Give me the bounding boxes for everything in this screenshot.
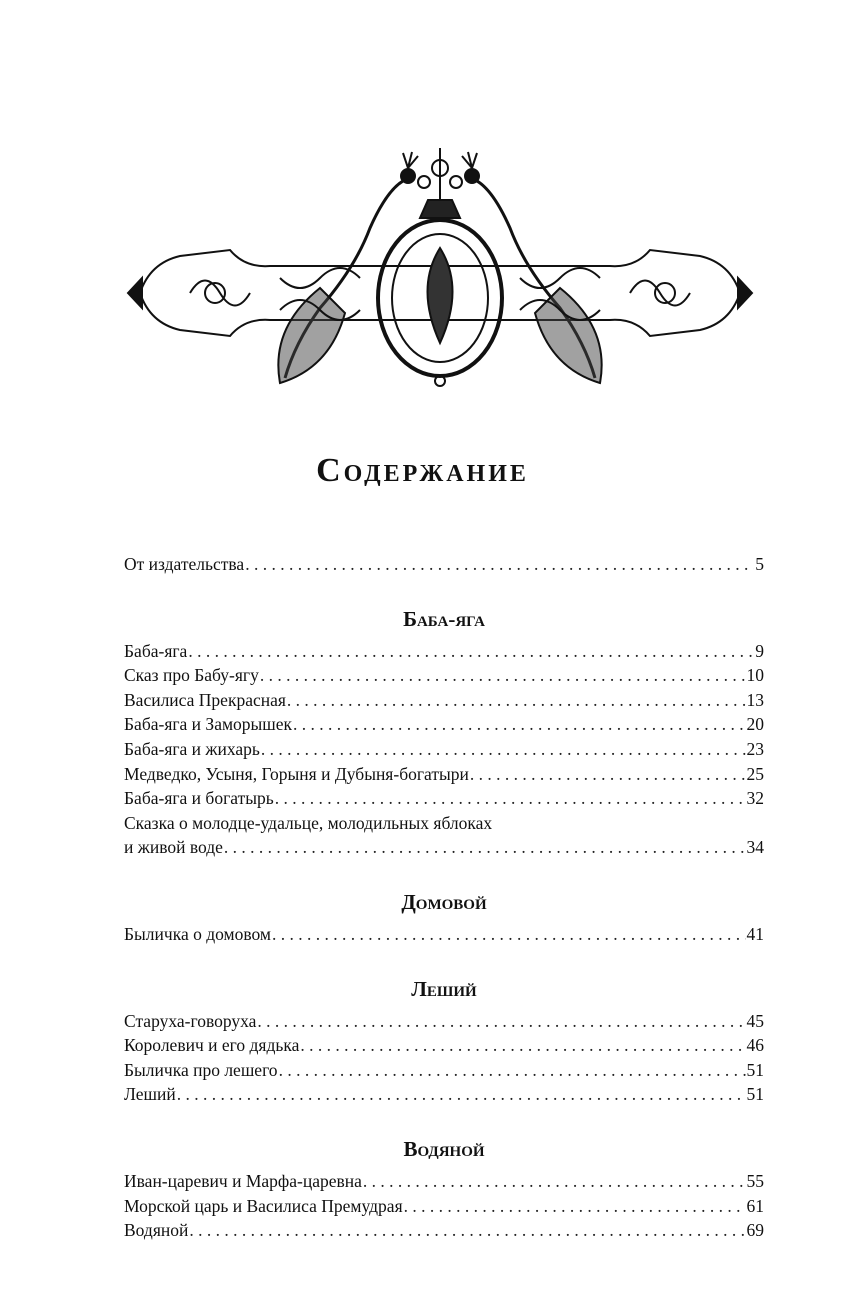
- toc-entry-label: Медведко, Усыня, Горыня и Дубыня-богатыри: [124, 763, 469, 784]
- toc-leader-dots: [245, 552, 754, 577]
- toc-entry-page: 20: [746, 714, 764, 735]
- toc-entry-label: Баба-яга и богатырь: [124, 788, 274, 809]
- toc-entry[interactable]: [124, 762, 764, 787]
- toc-entry-label: Быличка о домовом: [124, 923, 271, 944]
- toc-entry-page: 23: [746, 738, 764, 759]
- page-title: Содержание: [316, 452, 529, 489]
- toc-entry[interactable]: [124, 663, 764, 688]
- section-title: Баба-яга: [403, 606, 485, 631]
- toc-leader-dots: [293, 712, 745, 737]
- toc-entry-page: 32: [746, 788, 764, 809]
- toc-entry-page: 51: [746, 1084, 764, 1105]
- toc-entry-page: 13: [746, 689, 764, 710]
- section-title: Леший: [411, 976, 477, 1001]
- toc-entry-page: 55: [746, 1170, 764, 1191]
- toc-entry[interactable]: [124, 835, 764, 860]
- toc-entry-label: Быличка про лешего: [124, 1059, 278, 1080]
- toc-leader-dots: [272, 922, 746, 947]
- table-of-contents: [124, 552, 764, 1243]
- toc-leader-dots: [189, 1218, 745, 1243]
- toc-entry[interactable]: [124, 1009, 764, 1034]
- toc-entry-label: Леший: [124, 1084, 176, 1105]
- toc-leader-dots: [224, 835, 746, 860]
- toc-entry[interactable]: [124, 786, 764, 811]
- toc-entry-page: 61: [746, 1195, 764, 1216]
- toc-entry-label: Василиса Прекрасная: [124, 689, 286, 710]
- section-title: Домовой: [401, 889, 487, 914]
- toc-entry-label-line1[interactable]: Сказка о молодце-удальце, молодильных яблоках: [124, 812, 493, 833]
- toc-entry-page: 69: [746, 1220, 764, 1241]
- toc-leader-dots: [363, 1169, 746, 1194]
- toc-entry-page: 10: [746, 665, 764, 686]
- section-title: Водяной: [403, 1136, 485, 1161]
- toc-leader-dots: [275, 786, 746, 811]
- toc-entry-page: 41: [746, 923, 764, 944]
- toc-leader-dots: [470, 762, 746, 787]
- toc-entry-label: Баба-яга: [124, 640, 188, 661]
- toc-entry-page: 5: [755, 554, 764, 574]
- toc-entry[interactable]: [124, 688, 764, 713]
- toc-leader-dots: [261, 737, 746, 762]
- toc-leader-dots: [279, 1058, 746, 1083]
- toc-entry-page: 34: [746, 837, 764, 858]
- toc-entry-page: 25: [746, 763, 764, 784]
- toc-entry[interactable]: [124, 712, 764, 737]
- toc-entry[interactable]: [124, 1082, 764, 1107]
- toc-entry-label: Иван-царевич и Марфа-царевна: [124, 1170, 362, 1191]
- toc-entry-label: Баба-яга и Заморышек: [124, 714, 293, 735]
- peacock-ornament-icon: [120, 138, 760, 388]
- toc-leader-dots: [257, 1009, 745, 1034]
- toc-entry[interactable]: [124, 737, 764, 762]
- toc-leader-dots: [260, 663, 746, 688]
- toc-entry[interactable]: [124, 552, 764, 577]
- toc-entry-page: 51: [746, 1059, 764, 1080]
- toc-entry[interactable]: [124, 1058, 764, 1083]
- toc-entry[interactable]: [124, 639, 764, 664]
- toc-leader-dots: [177, 1082, 746, 1107]
- toc-entry[interactable]: [124, 1218, 764, 1243]
- toc-leader-dots: [300, 1033, 745, 1058]
- toc-entry-label: Баба-яга и жихарь: [124, 738, 260, 759]
- toc-entry-label: и живой воде: [124, 837, 223, 858]
- toc-entry-label: Водяной: [124, 1220, 189, 1241]
- toc-entry[interactable]: [124, 1033, 764, 1058]
- toc-entry-label: Сказ про Бабу-ягу: [124, 665, 259, 686]
- toc-entry[interactable]: [124, 922, 764, 947]
- toc-leader-dots: [188, 639, 754, 664]
- toc-entry-label: От издательства: [124, 554, 245, 574]
- toc-entry-label: Морской царь и Василиса Премудрая: [124, 1195, 403, 1216]
- toc-leader-dots: [404, 1194, 746, 1219]
- toc-entry-page: 46: [746, 1035, 764, 1056]
- toc-entry[interactable]: [124, 1194, 764, 1219]
- toc-entry[interactable]: [124, 1169, 764, 1194]
- toc-entry-page: 45: [746, 1010, 764, 1031]
- toc-entry-page: 9: [755, 640, 764, 661]
- toc-leader-dots: [287, 688, 746, 713]
- toc-entry-label: Королевич и его дядька: [124, 1035, 300, 1056]
- toc-entry-label: Старуха-говоруха: [124, 1010, 257, 1031]
